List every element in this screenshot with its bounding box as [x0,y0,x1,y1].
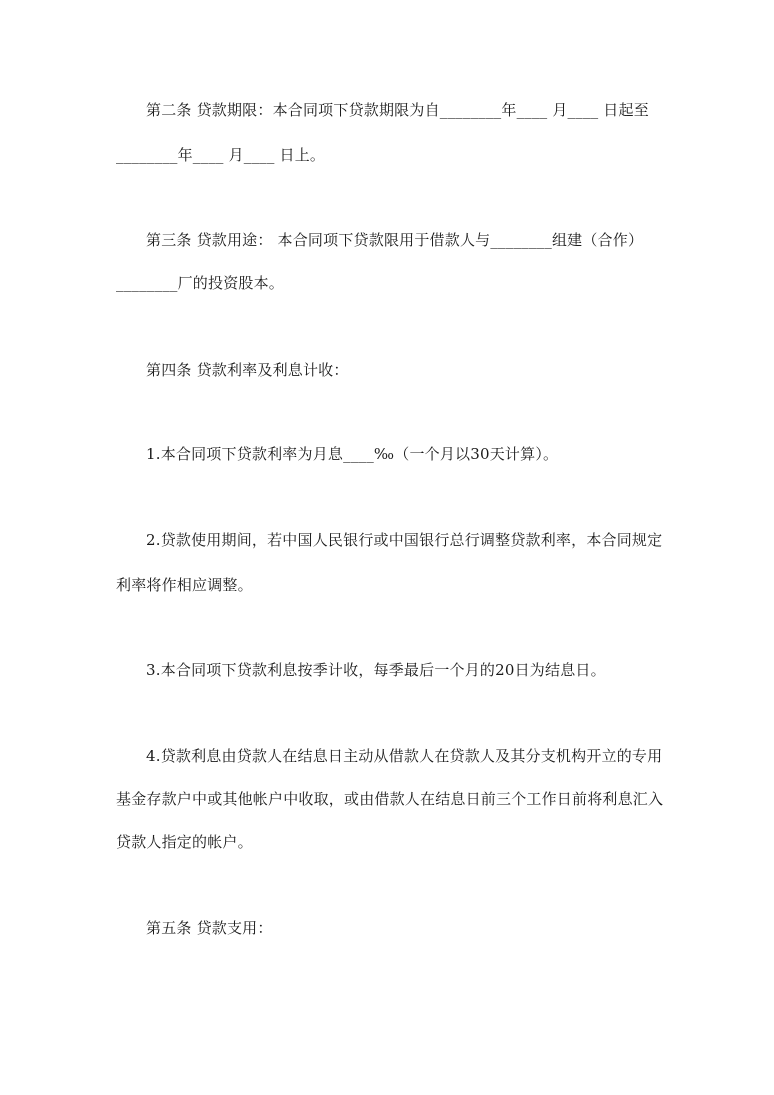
article-2-line-1: 第二条 贷款期限：本合同项下贷款期限为自________年____ 月____ 日起至 [146,101,649,119]
article-4-item-3: 3.本合同项下贷款利息按季计收，每季最后一个月的20日为结息日。 [146,661,606,679]
article-5-heading: 第五条 贷款支用： [146,919,273,937]
article-3-line-1: 第三条 贷款用途： 本合同项下贷款限用于借款人与________组建（合作） [146,231,644,249]
article-4-item-2-line-1: 2.贷款使用期间，若中国人民银行或中国银行总行调整贷款利率，本合同规定 [146,531,663,549]
article-4-item-4-line-1: 4.贷款利息由贷款人在结息日主动从借款人在贷款人及其分支机构开立的专用 [146,747,663,765]
article-4-item-4-line-3: 贷款人指定的帐户。 [116,833,253,851]
article-2-line-2: ________年____ 月____ 日上。 [116,146,326,164]
article-4-heading: 第四条 贷款利率及利息计收： [146,361,349,379]
article-3-line-2: ________厂的投资股本。 [116,274,285,292]
article-4-item-4-line-2: 基金存款户中或其他帐户中收取，或由借款人在结息日前三个工作日前将利息汇入 [116,790,664,808]
article-4-item-1: 1.本合同项下贷款利率为月息____‰（一个月以30天计算）。 [146,445,559,463]
article-4-item-2-line-2: 利率将作相应调整。 [116,576,253,594]
